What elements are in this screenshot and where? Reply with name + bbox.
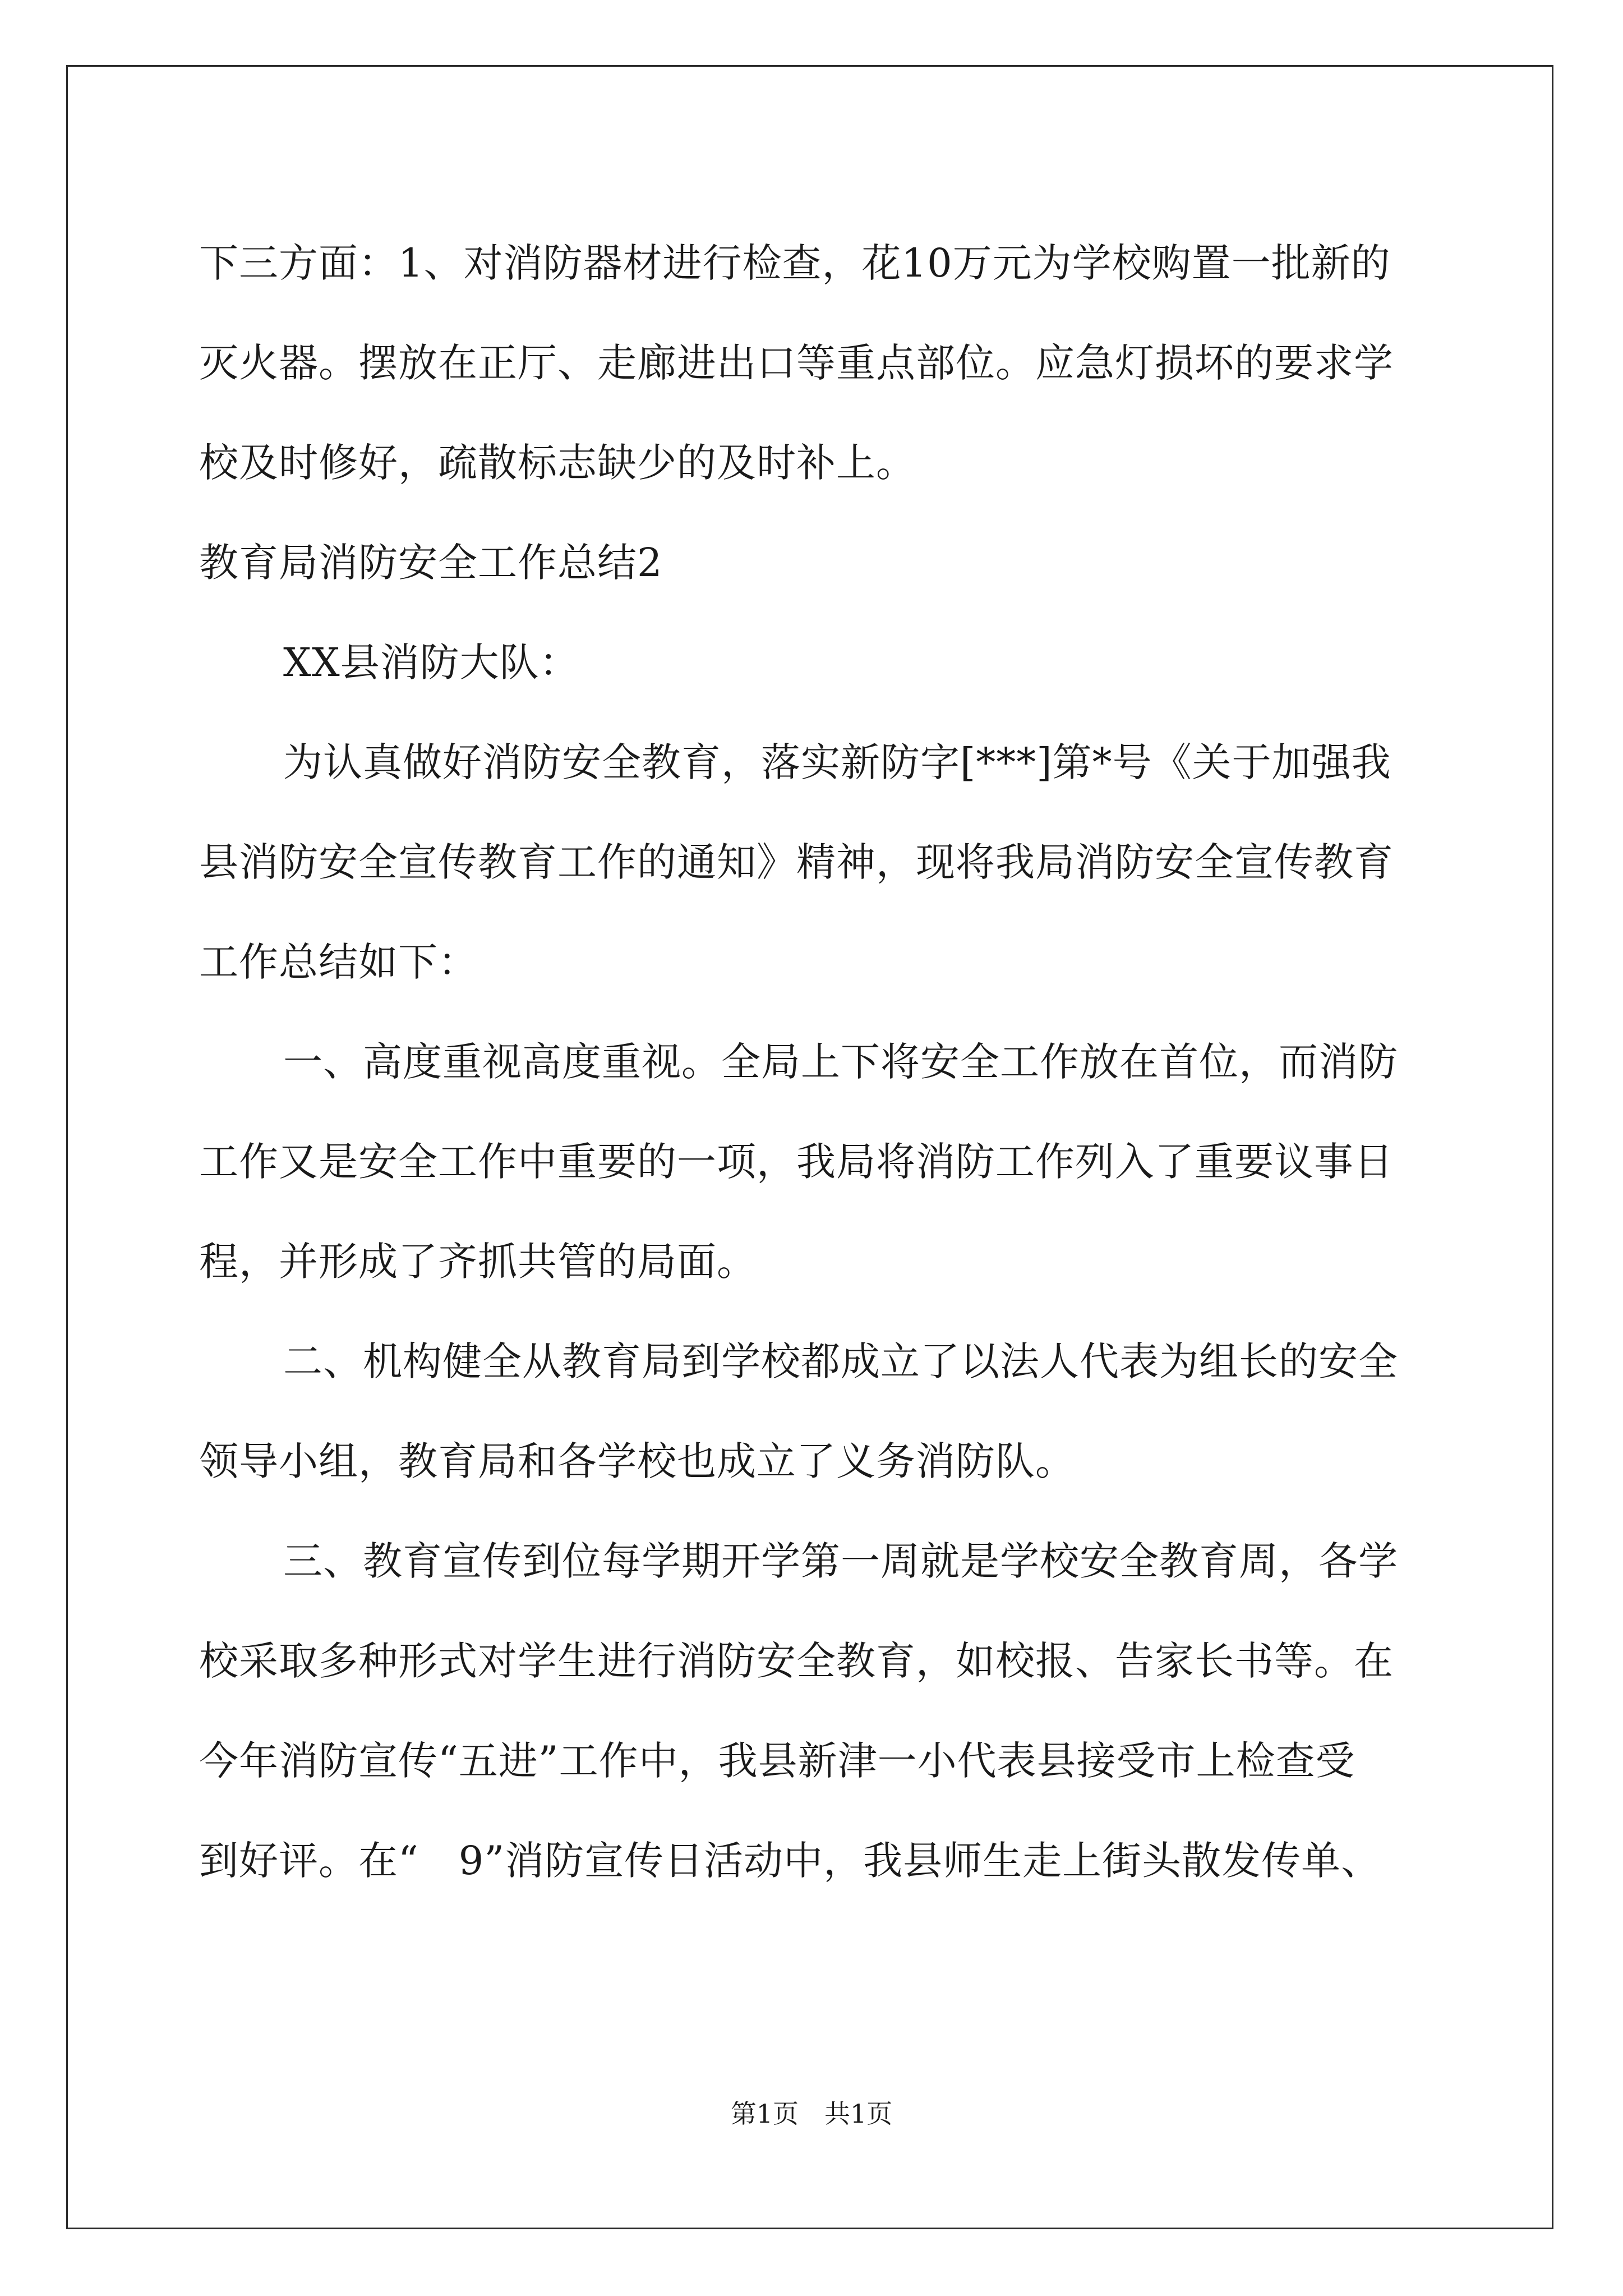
text-line: 灭火器。摆放在正厅、走廊进出口等重点部位。应急灯损坏的要求学 [199, 340, 1394, 386]
text-line: 为认真做好消防安全教育，落实新防字[***]第*号《关于加强我 [283, 739, 1391, 785]
text-line: 领导小组，教育局和各学校也成立了义务消防队。 [199, 1438, 1075, 1484]
salutation: XX县消防大队： [283, 639, 579, 685]
document-body [199, 213, 1427, 1911]
text-line: 校及时修好，疏散标志缺少的及时补上。 [199, 440, 916, 486]
text-line: 一、高度重视高度重视。全局上下将安全工作放在首位，而消防 [283, 1039, 1398, 1085]
text-line: 三、教育宣传到位每学期开学第一周就是学校安全教育周，各学 [283, 1538, 1398, 1584]
text-line: 下三方面：1、对消防器材进行检查，花10万元为学校购置一批新的 [199, 240, 1391, 286]
text-line: 二、机构健全从教育局到学校都成立了以法人代表为组长的安全 [283, 1338, 1398, 1384]
page-number-footer: 第1页 共1页 [730, 2099, 893, 2129]
text-line: 程，并形成了齐抓共管的局面。 [199, 1239, 757, 1285]
section-title: 教育局消防安全工作总结2 [199, 540, 663, 586]
text-line: 工作又是安全工作中重要的一项，我局将消防工作列入了重要议事日 [199, 1139, 1394, 1185]
text-line: 县消防安全宣传教育工作的通知》精神，现将我局消防安全宣传教育 [199, 839, 1394, 885]
text-line: 今年消防宣传“五进”工作中，我县新津一小代表县接受市上检查受 [199, 1738, 1355, 1784]
text-line: 工作总结如下： [199, 939, 478, 985]
text-line: 校采取多种形式对学生进行消防安全教育，如校报、告家长书等。在 [199, 1638, 1394, 1684]
text-line: 到好评。在“ 9”消防宣传日活动中，我县师生走上街头散发传单、 [199, 1838, 1381, 1884]
